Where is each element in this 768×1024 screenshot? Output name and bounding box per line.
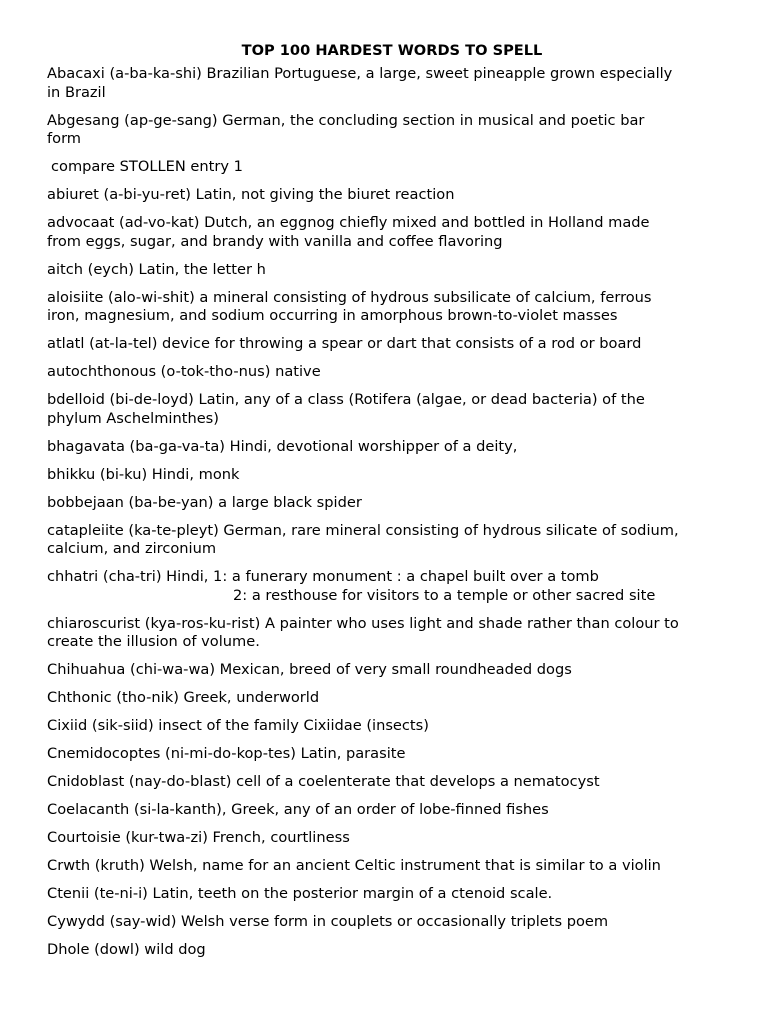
entry-line: form [47,130,82,147]
entry-line: bhikku (bi-ku) Hindi, monk [47,465,240,483]
entry-line: aitch (eych) Latin, the letter h [47,260,266,278]
entry-bhikku [47,466,727,485]
entry-line: autochthonous (o-tok-tho-nus) native [47,363,321,380]
entry-line: Courtoisie (kur-twa-zi) French, courtliness [47,829,350,846]
entry-crwth [47,857,727,876]
entry-line: phylum Aschelminthes) [47,409,219,427]
document-title: TOP 100 HARDEST WORDS TO SPELL [241,42,543,59]
entry-line: Abgesang (ap-ge-sang) German, the concluding section in musical and poetic bar [47,111,645,129]
entry-line: from eggs, sugar, and brandy with vanilla and coffee flavoring [47,232,503,250]
entry-cnemidocoptes [47,745,727,764]
entry-line: Crwth (kruth) Welsh, name for an ancient Celtic instrument that is similar to a violin [47,857,661,874]
entry-line: 2: a resthouse for visitors to a temple or other sacred site [233,586,656,604]
entry-line: Cixiid (sik-siid) insect of the family Cixiidae (insects) [47,717,429,734]
entry-aloisiite [47,289,727,326]
entry-autochthonous [47,363,727,382]
entry-line: iron, magnesium, and sodium occurring in amorphous brown-to-violet masses [47,307,618,324]
entry-line: bobbejaan (ba-be-yan) a large black spider [47,493,362,511]
entry-line: Cywydd (say-wid) Welsh verse form in couplets or occasionally triplets poem [47,913,609,930]
entry-line: chiaroscurist (kya-ros-ku-rist) A painter who uses light and shade rather than colour to [47,614,679,632]
entry-dhole [47,941,727,960]
entry-chthonic [47,689,727,708]
entry-chiaroscurist [47,615,727,652]
entry-line: Ctenii (te-ni-i) Latin, teeth on the posterior margin of a ctenoid scale. [47,885,553,902]
entry-line: Chihuahua (chi-wa-wa) Mexican, breed of very small roundheaded dogs [47,661,572,678]
entry-line: bhagavata (ba-ga-va-ta) Hindi, devotional worshipper of a deity, [47,437,518,455]
entry-line: Cnidoblast (nay-do-blast) cell of a coelenterate that develops a nematocyst [47,773,600,790]
entry-line: advocaat (ad-vo-kat) Dutch, an eggnog chiefly mixed and bottled in Holland made [47,214,650,231]
entry-courtoisie [47,829,727,848]
entry-cixiid [47,717,727,736]
entry-line: calcium, and zirconium [47,540,217,557]
entry-atlatl [47,335,727,354]
entry-bobbejaan [47,494,727,513]
entry-ctenii [47,885,727,904]
entry-line: in Brazil [47,83,106,101]
entry-line: compare STOLLEN entry 1 [51,158,243,175]
entry-line: bdelloid (bi-de-loyd) Latin, any of a class (Rotifera (algae, or dead bacteria) of the [47,391,645,408]
entry-compare-stollen [47,158,727,177]
document-page [47,41,727,969]
entry-line: Chthonic (tho-nik) Greek, underworld [47,689,320,706]
entry-line: Dhole (dowl) wild dog [47,941,206,958]
entry-catapleiite [47,522,727,559]
entry-coelacanth [47,801,727,820]
entry-line: catapleiite (ka-te-pleyt) German, rare mineral consisting of hydrous silicate of sodium, [47,521,679,539]
entry-abiuret [47,186,727,205]
entry-line: aloisiite (alo-wi-shit) a mineral consisting of hydrous subsilicate of calcium, ferrous [47,288,652,306]
entry-line: chhatri (cha-tri) Hindi, 1: a funerary monument : a chapel built over a tomb [47,568,599,585]
entry-bdelloid [47,391,727,428]
entry-cnidoblast [47,773,727,792]
entry-bhagavata [47,438,727,457]
entry-line: Coelacanth (si-la-kanth), Greek, any of an order of lobe-finned fishes [47,801,549,818]
entry-aitch [47,261,727,280]
entry-line: atlatl (at-la-tel) device for throwing a spear or dart that consists of a rod or board [47,335,642,352]
entry-cywydd [47,913,727,932]
entry-line: Abacaxi (a-ba-ka-shi) Brazilian Portuguese, a large, sweet pineapple grown especially [47,65,673,82]
entry-advocaat [47,214,727,251]
entry-line: abiuret (a-bi-yu-ret) Latin, not giving the biuret reaction [47,186,455,203]
entry-chhatri [47,568,727,605]
entry-chihuahua [47,661,727,680]
entry-abgesang [47,112,727,149]
entry-line: Cnemidocoptes (ni-mi-do-kop-tes) Latin, parasite [47,745,406,762]
entry-line: create the illusion of volume. [47,633,260,650]
entry-abacaxi [47,65,727,102]
